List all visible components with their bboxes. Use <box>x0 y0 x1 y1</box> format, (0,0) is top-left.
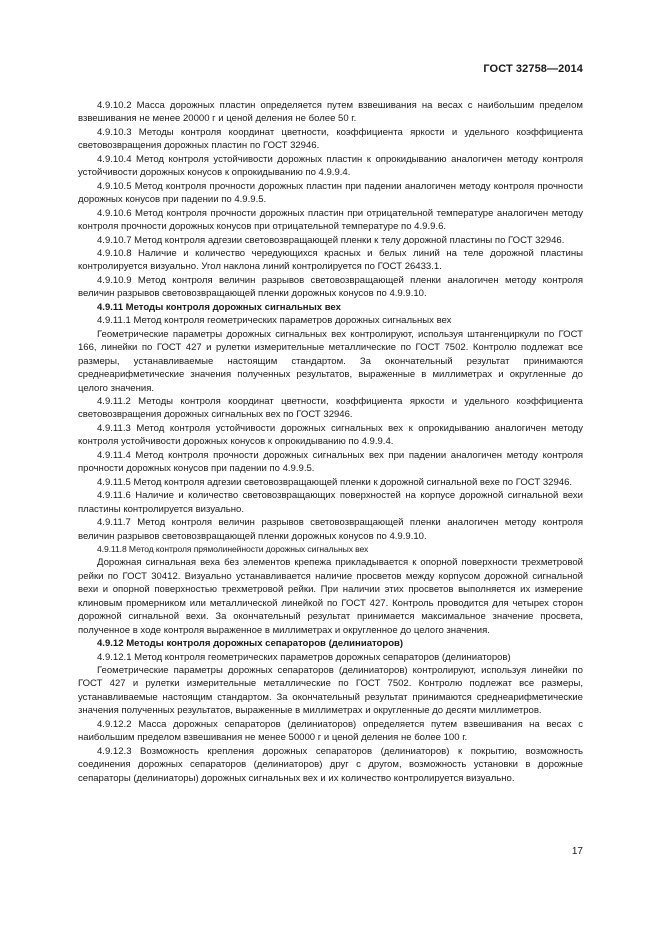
paragraph-4-9-10-2: 4.9.10.2 Масса дорожных пластин определяется путем взвешивания на весах с наибольшим пределом взвешивания не менее 20000 г и ценой деления не более 50 г. <box>78 100 583 125</box>
paragraph-4-9-11-7: 4.9.11.7 Метод контроля величин разрывов световозвращающей пленки аналогичен методу контроля величин разрывов световозвращающей пленки дорожных конусов по 4.9.9.10. <box>78 517 583 542</box>
paragraph-4-9-11-2: 4.9.11.2 Методы контроля координат цветности, коэффициента яркости и удельного коэффициента световозвращения дорожных сигнальных вех по ГОСТ 32946. <box>78 395 583 421</box>
paragraph-4-9-10-5: 4.9.10.5 Метод контроля прочности дорожных пластин при падении аналогичен методу контроля прочности дорожных конусов при падении по 4.9.9.5. <box>78 180 583 206</box>
paragraph-4-9-12-1: 4.9.12.1 Метод контроля геометрических параметров дорожных сепараторов (делиниаторов) <box>97 651 511 663</box>
page-number: 17 <box>571 846 583 857</box>
paragraph-4-9-11-4: 4.9.11.4 Метод контроля прочности дорожных сигнальных вех при падении аналогичен методу контроля прочности дорожных конусов при падении по 4.9.9.5. <box>78 449 583 475</box>
paragraph-4-9-10-3: 4.9.10.3 Методы контроля координат цветности, коэффициента яркости и удельного коэффициента световозвращения дорожных пластин по ГОСТ 32946. <box>78 126 583 152</box>
paragraph-4-9-11-3: 4.9.11.3 Метод контроля устойчивости дорожных сигнальных вех к опрокидыванию аналогичен методу контроля устойчивости дорожных конусов к опрокидыванию по 4.9.9.4. <box>78 422 583 448</box>
document-body <box>78 99 583 785</box>
paragraph-4-9-10-7: 4.9.10.7 Метод контроля адгезии световозвращающей пленки к телу дорожной пластины по ГОСТ 32946. <box>97 234 565 246</box>
paragraph-4-9-10-6: 4.9.10.6 Метод контроля прочности дорожных пластин при отрицательной температуре аналогичен методу контроля прочности дорожных конусов при отрицательной температуре по 4.9.9.6. <box>78 207 583 233</box>
paragraph-4-9-12-2: 4.9.12.2 Масса дорожных сепараторов (делиниаторов) определяется путем взвешивания на весах с наибольшим пределом взвешивания не менее 50000 г и ценой деления не более 100 г. <box>78 718 583 744</box>
paragraph-geometry-separators: Геометрические параметры дорожных сепараторов (делиниаторов) контролируют, используя линейки по ГОСТ 427 и рулетки измерительные металлические по ГОСТ 7502. Контролю подлежат все размеры, устанавливаемые настоящим стандартом. За окончательный результат принимаются среднеарифметические значения полученных результатов, выраженные в миллиметрах и округленные до десяти миллиметров. <box>78 665 583 717</box>
paragraph-4-9-11-5: 4.9.11.5 Метод контроля адгезии световозвращающей пленки к дорожной сигнальной вехе по ГОСТ 32946. <box>97 476 573 488</box>
paragraph-4-9-12-3: 4.9.12.3 Возможность крепления дорожных сепараторов (делиниаторов) к покрытию, возможность соединения дорожных сепараторов (делиниаторов) друг с другом, возможность установки в дорожные сепараторы (делиниаторы) дорожных сигнальных вех и их количество контролируется визуально. <box>78 745 583 784</box>
paragraph-4-9-11-8: 4.9.11.8 Метод контроля прямолинейности дорожных сигнальных вех <box>97 543 369 554</box>
section-heading-4-9-11: 4.9.11 Методы контроля дорожных сигнальных вех <box>97 301 341 313</box>
paragraph-4-9-10-4: 4.9.10.4 Метод контроля устойчивости дорожных пластин к опрокидыванию аналогичен методу контроля устойчивости дорожных конусов к опрокидыванию по 4.9.9.4. <box>78 153 583 179</box>
paragraph-4-9-11-6: 4.9.11.6 Наличие и количество световозвращающих поверхностей на корпусе дорожной сигнальной вехи пластины контролируется визуально. <box>78 490 583 515</box>
paragraph-4-9-10-8: 4.9.10.8 Наличие и количество чередующихся красных и белых линий на теле дорожной пластины контролируется визуально. Угол наклона линий контролируется по ГОСТ 26433.1. <box>78 247 583 273</box>
paragraph-4-9-11-1: 4.9.11.1 Метод контроля геометрических параметров дорожных сигнальных вех <box>97 315 452 327</box>
section-heading-4-9-12: 4.9.12 Методы контроля дорожных сепараторов (делиниаторов) <box>97 638 404 650</box>
paragraph-4-9-10-9: 4.9.10.9 Метод контроля величин разрывов световозвращающей пленки аналогичен методу контроля величин разрывов световозвращающей пленки дорожных конусов по 4.9.9.10. <box>78 274 583 300</box>
paragraph-straightness: Дорожная сигнальная веха без элементов крепежа прикладывается к опорной поверхности трехметровой рейки по ГОСТ 30412. Визуально устанавливается наличие просветов между корпусом дорожной сигнальной вехи и опорной поверхностью трехметровой рейки. При наличии этих просветов выполняется их измерение клиновым промерником или металлической линейкой по ГОСТ 427. Контроль проводится для четырех сторон дорожной сигнальной вехи. За окончательный результат принимается максимальное значение просвета, полученное в ходе контроля выраженное в миллиметрах и округленное до целого значения. <box>78 557 583 636</box>
document-header: ГОСТ 32758—2014 <box>483 63 583 75</box>
paragraph-geometry-vekh: Геометрические параметры дорожных сигнальных вех контролируют, используя штангенциркули по ГОСТ 166, линейки по ГОСТ 427 и рулетки измерительные металлические по ГОСТ 7502. Контролю подлежат все размеры, устанавливаемые настоящим стандартом. За окончательный результат принимаются среднеарифметические значения полученных результатов, выраженные в миллиметрах и округленные до целого значения. <box>78 328 583 394</box>
